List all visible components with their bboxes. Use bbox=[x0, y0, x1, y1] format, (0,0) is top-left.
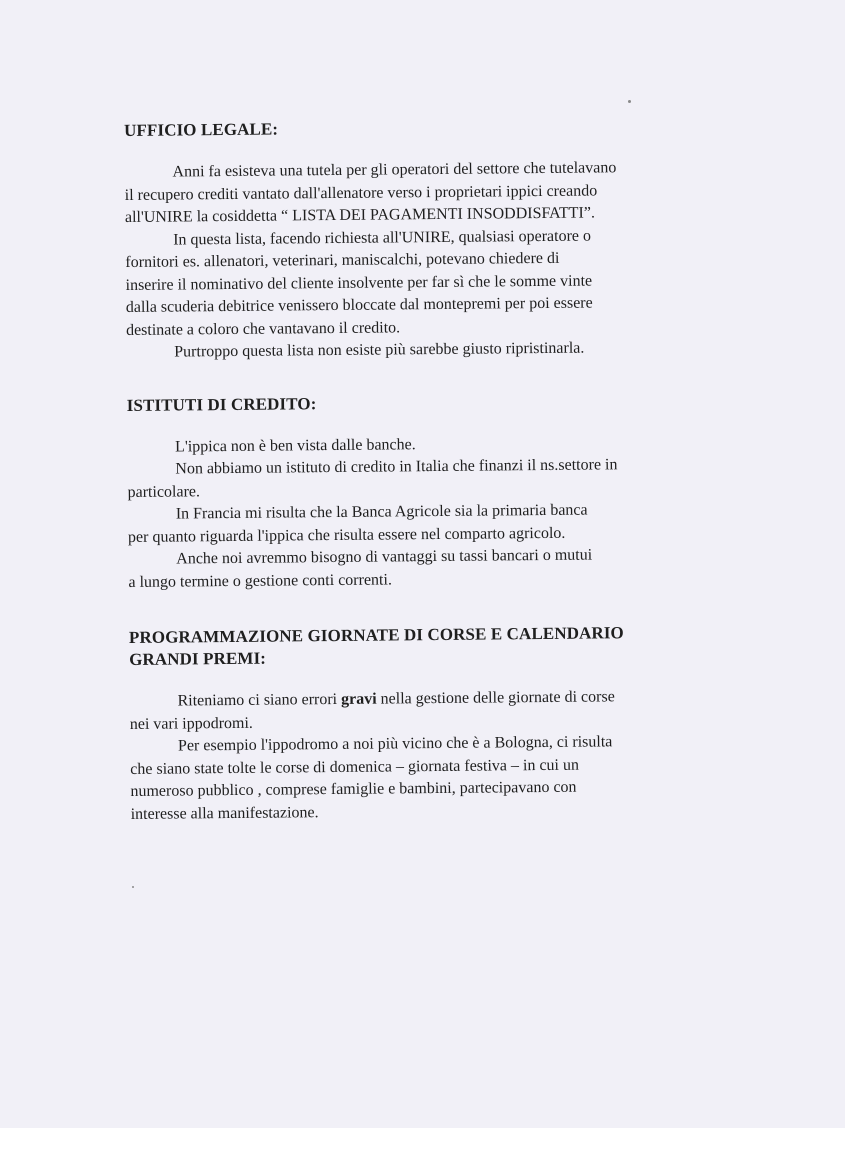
scanner-margin bbox=[0, 1128, 850, 1170]
scan-speck bbox=[628, 100, 631, 103]
section-programmazione bbox=[129, 620, 811, 826]
text-line: L'ippica non è ben vista dalle banche. bbox=[175, 435, 416, 456]
text-line: Anni fa esisteva una tutela per gli operatori del settore che tutelavano bbox=[172, 159, 617, 181]
text-line: Purtroppo questa lista non esiste più sarebbe giusto ripristinarla. bbox=[174, 339, 585, 361]
emphasis-gravi: gravi bbox=[341, 690, 377, 708]
text-line: Per esempio l'ippodromo a noi più vicino che è a Bologna, ci risulta bbox=[177, 733, 613, 755]
text-line: numeroso pubblico , comprese famiglie e bambini, partecipavano con bbox=[130, 778, 577, 800]
text-fragment: nella gestione delle giornate di corse bbox=[376, 688, 615, 708]
text-line: destinate a coloro che vantavano il credito. bbox=[125, 318, 401, 339]
paragraph-credito bbox=[127, 430, 808, 594]
text-line: interesse alla manifestazione. bbox=[130, 803, 319, 823]
text-line: all'UNIRE la cosiddetta “ LISTA DEI PAGAMENTI INSODDISFATTI”. bbox=[124, 204, 595, 226]
scan-speck bbox=[132, 886, 134, 888]
section-ufficio-legale bbox=[124, 113, 806, 364]
paragraph-tutela bbox=[124, 155, 806, 364]
text-line: particolare. bbox=[127, 482, 201, 501]
section-heading: UFFICIO LEGALE: bbox=[124, 119, 279, 140]
heading-line: GRANDI PREMI: bbox=[129, 648, 267, 669]
text-line: nei vari ippodromi. bbox=[129, 714, 253, 733]
text-line: che siano state tolte le corse di domenica – giornata festiva – in cui un bbox=[130, 756, 580, 778]
text-line: dalla scuderia debitrice venissero bloccate dal montepremi per poi essere bbox=[125, 294, 593, 316]
text-line: per quanto riguarda l'ippica che risulta essere nel comparto agricolo. bbox=[127, 524, 566, 546]
text-line: a lungo termine o gestione conti correnti. bbox=[128, 570, 392, 591]
document-body bbox=[124, 113, 811, 825]
text-line: In Francia mi risulta che la Banca Agricole sia la primaria banca bbox=[175, 501, 588, 523]
text-fragment: Riteniamo ci siano errori bbox=[177, 690, 342, 710]
text-line: fornitori es. allenatori, veterinari, maniscalchi, potevano chiedere di bbox=[125, 249, 560, 271]
text-line: Anche noi avremmo bisogno di vantaggi su tassi bancari o mutui bbox=[176, 546, 593, 568]
heading-line: PROGRAMMAZIONE GIORNATE DI CORSE E CALENDARIO bbox=[128, 623, 624, 647]
section-heading bbox=[129, 620, 809, 671]
text-line: il recupero crediti vantato dall'allenatore verso i proprietari ippici creando bbox=[124, 181, 598, 204]
section-istituti-di-credito bbox=[127, 388, 809, 594]
text-line: inserire il nominativo del cliente insolvente per far sì che le somme vinte bbox=[125, 272, 593, 294]
text-line: Non abbiamo un istituto di credito in Italia che finanzi il ns.settore in bbox=[175, 456, 618, 478]
text-line: In questa lista, facendo richiesta all'UNIRE, qualsiasi operatore o bbox=[173, 227, 592, 249]
section-heading: ISTITUTI DI CREDITO: bbox=[126, 393, 317, 415]
paragraph-programmazione bbox=[129, 684, 810, 826]
